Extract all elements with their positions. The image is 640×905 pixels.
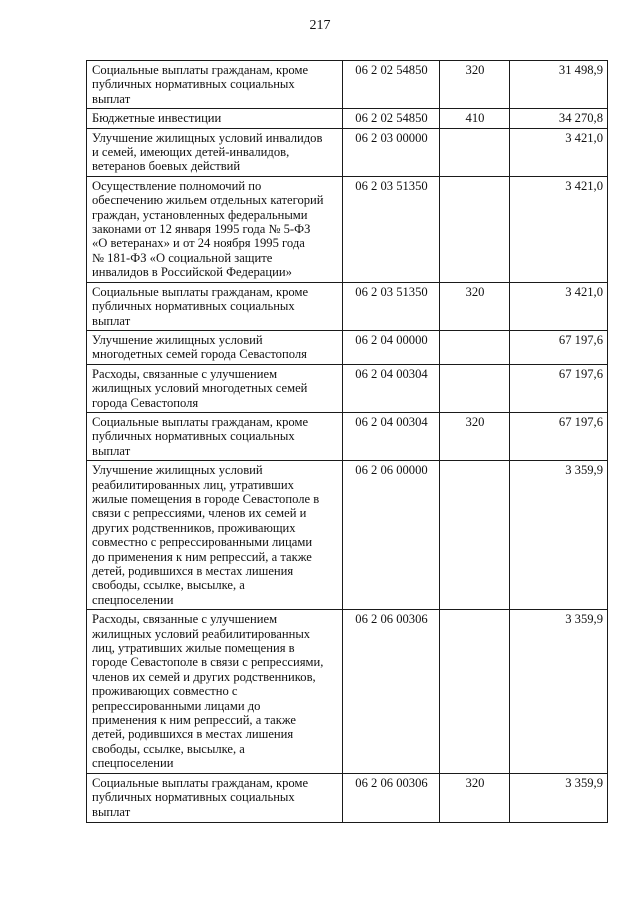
row-expense-type: 320 [440, 61, 510, 109]
row-amount: 3 421,0 [510, 282, 608, 330]
table-row [87, 282, 608, 330]
row-amount: 34 270,8 [510, 109, 608, 128]
row-name: Осуществление полномочий по обеспечению жильем отдельных категорий граждан, установленных федеральными законами от 12 января 1995 года № 5-ФЗ «О ветеранах» и от 24 ноября 1995 года № 181-ФЗ «О социальной защите инвалидов в Российской Федерации» [87, 176, 343, 282]
budget-table-body [87, 61, 608, 823]
row-name: Социальные выплаты гражданам, кроме публичных нормативных социальных выплат [87, 773, 343, 822]
row-name: Расходы, связанные с улучшением жилищных условий многодетных семей города Севастополя [87, 364, 343, 412]
row-expense-type [440, 610, 510, 773]
row-name: Социальные выплаты гражданам, кроме публичных нормативных социальных выплат [87, 282, 343, 330]
row-code: 06 2 06 00306 [343, 773, 440, 822]
row-expense-type: 320 [440, 282, 510, 330]
row-name: Улучшение жилищных условий инвалидов и семей, имеющих детей-инвалидов, ветеранов боевых действий [87, 128, 343, 176]
row-amount: 3 359,9 [510, 610, 608, 773]
table-row [87, 109, 608, 128]
row-name: Социальные выплаты гражданам, кроме публичных нормативных социальных выплат [87, 61, 343, 109]
row-code: 06 2 04 00304 [343, 364, 440, 412]
row-expense-type [440, 176, 510, 282]
row-amount: 31 498,9 [510, 61, 608, 109]
table-row [87, 364, 608, 412]
row-expense-type [440, 364, 510, 412]
row-amount: 3 359,9 [510, 461, 608, 610]
row-amount: 67 197,6 [510, 412, 608, 460]
row-expense-type: 320 [440, 773, 510, 822]
table-row [87, 330, 608, 364]
row-code: 06 2 03 51350 [343, 176, 440, 282]
row-expense-type [440, 330, 510, 364]
row-expense-type [440, 128, 510, 176]
table-row [87, 412, 608, 460]
table-row [87, 176, 608, 282]
row-expense-type [440, 461, 510, 610]
table-row [87, 128, 608, 176]
row-code: 06 2 04 00000 [343, 330, 440, 364]
row-code: 06 2 03 51350 [343, 282, 440, 330]
row-amount: 67 197,6 [510, 330, 608, 364]
row-amount: 67 197,6 [510, 364, 608, 412]
page-number: 217 [309, 18, 331, 33]
budget-table [86, 60, 608, 823]
row-name: Социальные выплаты гражданам, кроме публичных нормативных социальных выплат [87, 412, 343, 460]
row-code: 06 2 03 00000 [343, 128, 440, 176]
row-name: Бюджетные инвестиции [87, 109, 343, 128]
row-expense-type: 320 [440, 412, 510, 460]
table-row [87, 773, 608, 822]
row-code: 06 2 06 00306 [343, 610, 440, 773]
row-amount: 3 421,0 [510, 176, 608, 282]
row-name: Улучшение жилищных условий многодетных семей города Севастополя [87, 330, 343, 364]
row-code: 06 2 04 00304 [343, 412, 440, 460]
row-amount: 3 359,9 [510, 773, 608, 822]
table-row [87, 61, 608, 109]
row-amount: 3 421,0 [510, 128, 608, 176]
row-name: Расходы, связанные с улучшением жилищных условий реабилитированных лиц, утративших жилые помещения в городе Севастополе в связи с репрессиями, членов их семей и других родственников, проживающих совместно с репрессированными лицами до применения к ним репрессий, а также детей, родившихся в местах лишения свободы, ссылке, высылке, а спецпоселении [87, 610, 343, 773]
row-name: Улучшение жилищных условий реабилитированных лиц, утративших жилые помещения в городе Севастополе в связи с репрессиями, членов их семей и других родственников, проживающих совместно с репрессированными лицами до применения к ним репрессий, а также детей, родившихся в местах лишения свободы, ссылке, высылке, а спецпоселении [87, 461, 343, 610]
table-row [87, 610, 608, 773]
row-code: 06 2 06 00000 [343, 461, 440, 610]
row-code: 06 2 02 54850 [343, 109, 440, 128]
row-code: 06 2 02 54850 [343, 61, 440, 109]
table-row [87, 461, 608, 610]
row-expense-type: 410 [440, 109, 510, 128]
